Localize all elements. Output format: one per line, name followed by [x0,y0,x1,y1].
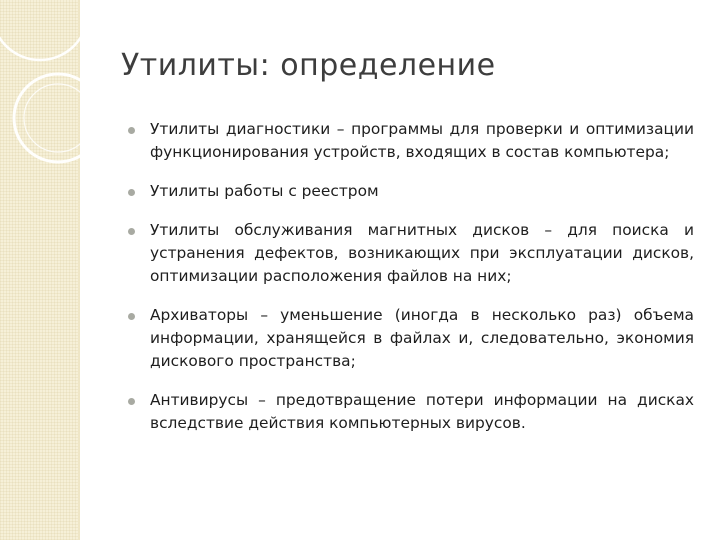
bullet-text: Утилиты обслуживания магнитных дисков – для поиска и устранения дефектов, возникающих при эксплуатации дисков, оптимизации расположения файлов на них; [150,221,694,285]
bullet-dot-icon [128,398,135,405]
bullet-item-archivers [128,304,694,373]
bullet-dot-icon [128,189,135,196]
slide-title: Утилиты: определение [121,48,496,83]
decorative-rings [0,0,110,200]
bullet-text: Архиваторы – уменьшение (иногда в несколько раз) объема информации, хранящейся в файлах и, следовательно, экономия дискового пространства; [150,306,694,370]
bullet-text: Утилиты работы с реестром [150,182,379,200]
bullet-item-disk-maintenance [128,219,694,288]
bullet-dot-icon [128,127,135,134]
bullet-list [128,118,694,451]
bullet-text: Утилиты диагностики – программы для проверки и оптимизации функционирования устройств, входящих в состав компьютера; [150,120,694,161]
bullet-text: Антивирусы – предотвращение потери информации на дисках вследствие действия компьютерных вирусов. [150,391,694,432]
bullet-item-diagnostics [128,118,694,164]
bullet-item-antivirus [128,389,694,435]
bullet-item-registry [128,180,694,203]
bullet-dot-icon [128,228,135,235]
bullet-dot-icon [128,313,135,320]
